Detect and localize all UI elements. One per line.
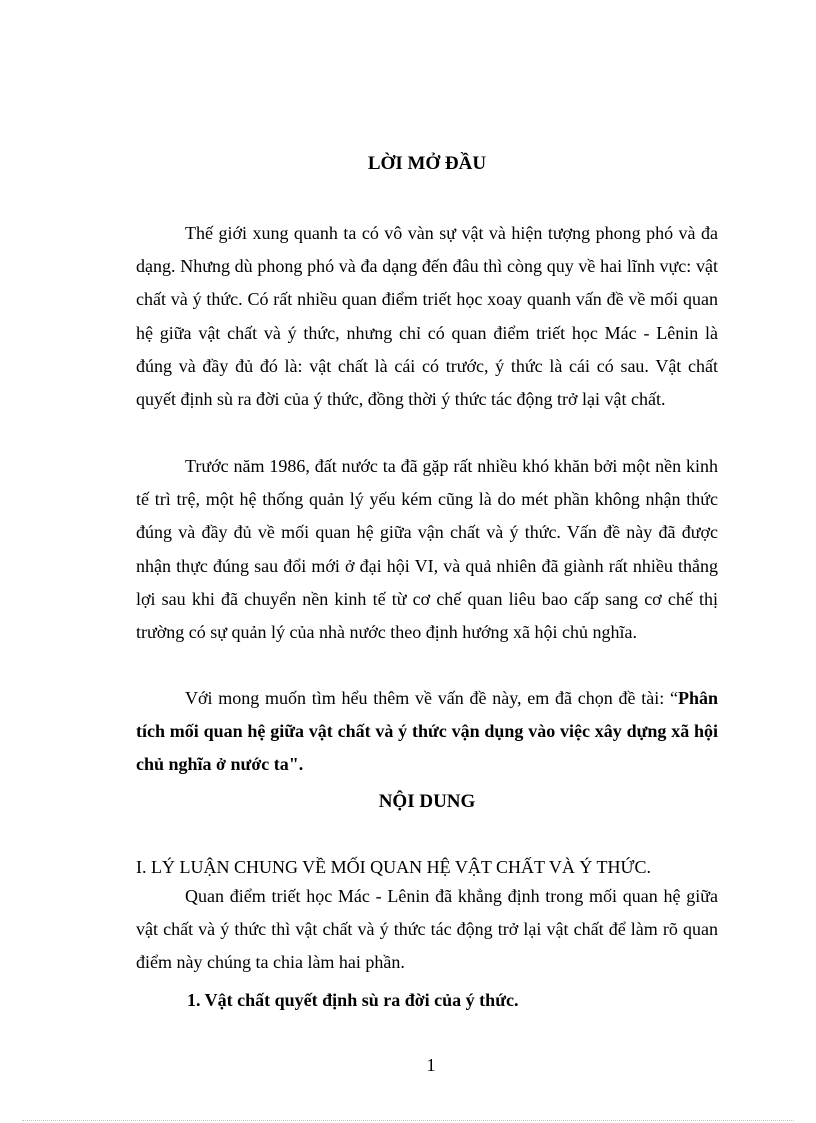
page-break-divider xyxy=(22,1120,794,1121)
section-1-paragraph-text: Quan điểm triết học Mác - Lênin đã khẳng định trong mối quan hệ giữa vật chất và ý thức thì vật chất và ý thức tác động trở lại vật chất để làm rõ quan điểm này chúng ta chia làm hai phần. xyxy=(136,886,718,973)
thesis-title: Phân tích mối quan hệ giữa vật chất và ý thức vận dụng vào việc xây dựng xã hội chủ nghĩa ở nước ta". xyxy=(136,688,718,775)
intro-paragraph-1 xyxy=(136,217,718,416)
intro-paragraph-3 xyxy=(136,682,718,782)
intro-paragraph-2 xyxy=(136,450,718,649)
heading-content: NỘI DUNG xyxy=(378,791,476,812)
section-1-paragraph xyxy=(136,880,718,980)
intro-paragraph-2-text: Trước năm 1986, đất nước ta đã gặp rất nhiều khó khăn bởi một nền kinh tế trì trệ, một hệ thống quản lý yếu kém cũng là do mét phần không nhận thức đúng và đầy đủ về mối quan hệ giữa vận chất và ý thức. Vấn đề này đã được nhận thực đúng sau đổi mới ở đại hội VI, và quả nhiên đã giành rất nhiều thắng lợi sau khi đã chuyển nền kinh tế từ cơ chế quan liêu bao cấp sang cơ chế thị trường có sự quản lý của nhà nước theo định hướng xã hội chủ nghĩa. xyxy=(136,456,718,643)
intro-paragraph-3-text: Với mong muốn tìm hểu thêm về vấn đề này, em đã chọn đề tài: “ xyxy=(185,688,678,708)
heading-intro: LỜI MỞ ĐẦU xyxy=(367,153,487,174)
subsection-1-heading: 1. Vật chất quyết định sù ra đời của ý thức. xyxy=(187,990,519,1010)
intro-paragraph-1-text: Thế giới xung quanh ta có vô vàn sự vật và hiện tượng phong phó và đa dạng. Nhưng dù phong phó và đa dạng đến đâu thì còng quy về hai lĩnh vực: vật chất và ý thức. Có rất nhiều quan điểm triết học xoay quanh vấn đề về mối quan hệ giữa vật chất và ý thức, nhưng chỉ có quan điểm triết học Mác - Lênin là đúng và đầy đủ đó là: vật chất là cái có trước, ý thức là cái có sau. Vật chất quyết định sù ra đời của ý thức, đồng thời ý thức tác động trở lại vật chất. xyxy=(136,223,718,410)
section-1-heading: I. LÝ LUẬN CHUNG VỀ MỐI QUAN HỆ VẬT CHẤT VÀ Ý THỨC. xyxy=(136,857,651,877)
page-number: 1 xyxy=(426,1055,436,1075)
